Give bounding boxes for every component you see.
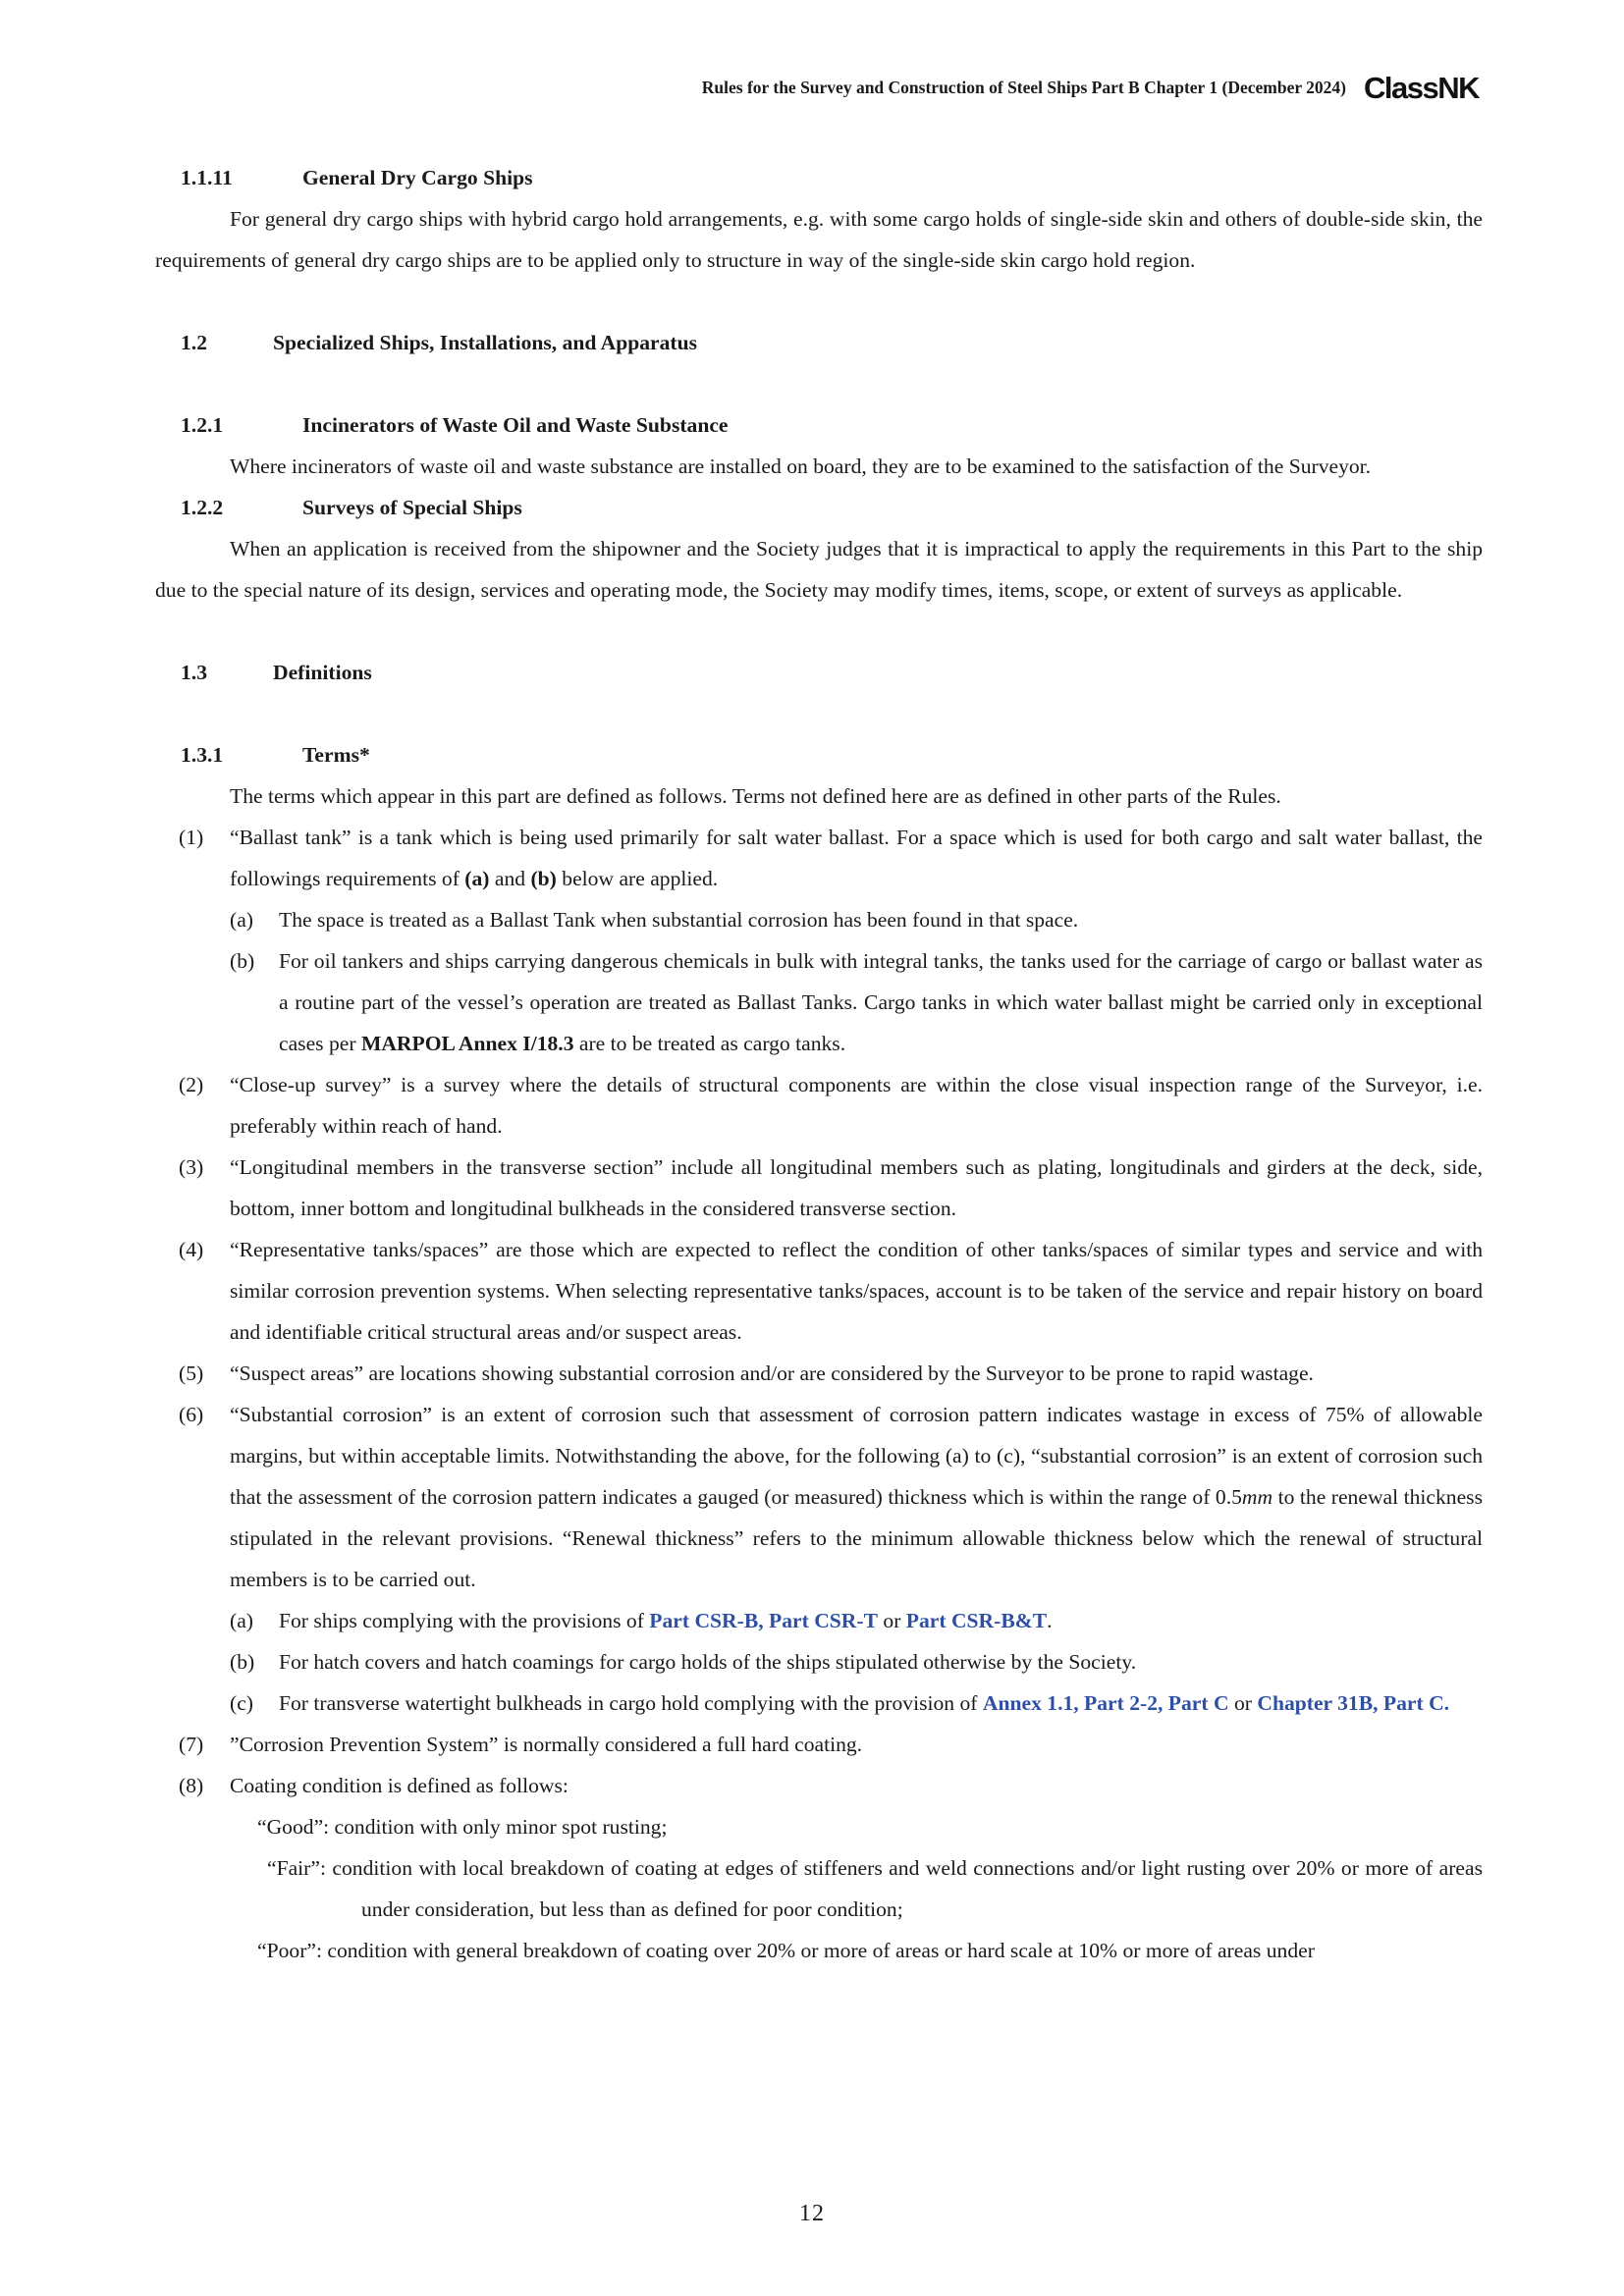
list-item-7: [155, 1724, 1483, 1765]
coating-good: [155, 1806, 1483, 1847]
document-body: [155, 157, 1483, 1971]
item-text: below are applied.: [556, 867, 719, 890]
ref-b: (b): [530, 867, 557, 890]
subitem-text: For transverse watertight bulkheads in cargo hold complying with the provision of: [279, 1691, 983, 1715]
section-number: 1.3.1: [181, 743, 224, 767]
item-text: “Longitudinal members in the transverse section” include all longitudinal members such as plating, longitudinals and girders at the deck, side, bottom, inner bottom and longitudinal bulkheads in the considered transverse section.: [230, 1155, 1483, 1220]
def-label: “Fair”:: [267, 1856, 326, 1880]
item-text: “Ballast tank” is a tank which is being used primarily for salt water ballast. For a space which is used for both cargo and salt water ballast, the followings requirements of: [230, 826, 1483, 890]
link-part-csr-bt[interactable]: Part CSR-B&T: [905, 1609, 1048, 1632]
def-text: condition with only minor spot rusting;: [329, 1815, 668, 1839]
unit-mm: mm: [1241, 1485, 1273, 1509]
ref-a: (a): [464, 867, 490, 890]
heading-1-2-1: [155, 404, 1483, 446]
coating-fair: [155, 1847, 1483, 1930]
subitem-marker: (a): [230, 1609, 253, 1632]
def-text: condition with general breakdown of coating over 20% or more of areas or hard scale at 10% or more of areas under: [321, 1939, 1315, 1962]
section-title: Definitions: [273, 661, 372, 684]
heading-1-3-1: [155, 734, 1483, 775]
section-title: Surveys of Special Ships: [302, 496, 522, 519]
paragraph-1-1-11: For general dry cargo ships with hybrid cargo hold arrangements, e.g. with some cargo holds of single-side skin and others of double-side skin, the requirements of general dry cargo ships are to be applied only to structure in way of the single-side skin cargo hold region.: [155, 207, 1483, 272]
subitem-text: or: [878, 1609, 906, 1632]
item-text: Coating condition is defined as follows:: [230, 1774, 568, 1797]
list-item-5: [155, 1353, 1483, 1394]
paragraph-1-2-2: When an application is received from the shipowner and the Society judges that it is impractical to apply the requirements in this Part to the ship due to the special nature of its design, services and operating mode, the Society may modify times, items, scope, or extent of surveys as applicable.: [155, 537, 1483, 602]
paragraph-1-2-1: Where incinerators of waste oil and waste substance are installed on board, they are to be examined to the satisfaction of the Surveyor.: [230, 454, 1372, 478]
link-chapter-31b[interactable]: Chapter 31B, Part C.: [1257, 1691, 1450, 1715]
subitem-text: The space is treated as a Ballast Tank when substantial corrosion has been found in that space.: [279, 908, 1079, 932]
header-title: Rules for the Survey and Construction of Steel Ships Part B Chapter 1 (December 2024): [701, 78, 1346, 97]
link-part-csr-b-csr-t[interactable]: Part CSR-B, Part CSR-T: [649, 1609, 878, 1632]
list-item-8: [155, 1765, 1483, 1806]
heading-1-1-11: [155, 157, 1483, 198]
section-title: Specialized Ships, Installations, and Apparatus: [273, 331, 698, 354]
item-text: “Substantial corrosion” is an extent of corrosion such that assessment of corrosion pattern indicates wastage in excess of 75% of allowable margins, but within acceptable limits. Notwithstanding the above, for the following (a) to (c), “substantial corrosion” is an extent of corrosion such that the assessment of the corrosion pattern indicates a gauged (or measured) thickness which is within the range of 0.5: [230, 1403, 1483, 1509]
def-label: “Good”:: [257, 1815, 330, 1839]
page-number: 12: [799, 2201, 825, 2226]
list-item-1: [155, 817, 1483, 899]
section-number: 1.2: [181, 331, 207, 354]
item-text: and: [489, 867, 531, 890]
subitem-text: For ships complying with the provisions of: [279, 1609, 650, 1632]
section-title: Incinerators of Waste Oil and Waste Substance: [302, 413, 729, 437]
def-text: condition with local breakdown of coating at edges of stiffeners and weld connections and/or light rusting over 20% or more of areas under consideration, but less than as defined for poor condition;: [325, 1856, 1483, 1921]
heading-1-2: [155, 322, 1483, 363]
subitem-marker: (a): [230, 908, 253, 932]
subitem-text: are to be treated as cargo tanks.: [573, 1032, 846, 1055]
item-marker: (7): [179, 1733, 204, 1756]
heading-1-2-2: [155, 487, 1483, 528]
list-subitem-6c: [155, 1682, 1483, 1724]
item-marker: (2): [179, 1073, 204, 1096]
marpol-reference: MARPOL Annex I/18.3: [360, 1032, 574, 1055]
classnk-logo: ClassNK: [1364, 71, 1479, 105]
list-subitem-1a: [155, 899, 1483, 940]
item-text: “Close-up survey” is a survey where the details of structural components are within the close visual inspection range of the Surveyor, i.e. preferably within reach of hand.: [230, 1073, 1483, 1138]
item-marker: (1): [179, 826, 204, 849]
subitem-marker: (c): [230, 1691, 253, 1715]
list-subitem-1b: [155, 940, 1483, 1064]
item-marker: (5): [179, 1362, 204, 1385]
subitem-text: .: [1047, 1609, 1053, 1632]
section-title: Terms*: [302, 743, 370, 767]
item-text: “Suspect areas” are locations showing substantial corrosion and/or are considered by the Surveyor to be prone to rapid wastage.: [230, 1362, 1314, 1385]
link-annex-1-1[interactable]: Annex 1.1, Part 2-2, Part C: [982, 1691, 1229, 1715]
page-header: [702, 73, 1479, 103]
list-item-3: [155, 1147, 1483, 1229]
section-number: 1.3: [181, 661, 207, 684]
subitem-text: For oil tankers and ships carrying dangerous chemicals in bulk with integral tanks, the tanks used for the carriage of cargo or ballast water as a routine part of the vessel’s operation are treated as Ballast Tanks. Cargo tanks in which water ballast might be carried only in exceptional cases per: [279, 949, 1483, 1055]
list-item-2: [155, 1064, 1483, 1147]
terms-intro: The terms which appear in this part are defined as follows. Terms not defined here are as defined in other parts of the Rules.: [230, 784, 1281, 808]
subitem-marker: (b): [230, 1650, 255, 1674]
item-text: “Representative tanks/spaces” are those which are expected to reflect the condition of other tanks/spaces of similar types and service and with similar corrosion prevention systems. When selecting representative tanks/spaces, account is to be taken of the service and repair history on board and identifiable critical structural areas and/or suspect areas.: [230, 1238, 1483, 1344]
section-number: 1.2.1: [181, 413, 224, 437]
item-marker: (8): [179, 1774, 204, 1797]
subitem-text: or: [1228, 1691, 1258, 1715]
heading-1-3: [155, 652, 1483, 693]
def-label: “Poor”:: [257, 1939, 322, 1962]
subitem-text: For hatch covers and hatch coamings for cargo holds of the ships stipulated otherwise by the Society.: [279, 1650, 1137, 1674]
item-text: to the renewal thickness stipulated in the relevant provisions. “Renewal thickness” refers to the minimum allowable thickness below which the renewal of structural members is to be carried out.: [230, 1485, 1483, 1591]
list-item-6: [155, 1394, 1483, 1600]
list-item-4: [155, 1229, 1483, 1353]
section-number: 1.1.11: [181, 166, 233, 189]
item-marker: (4): [179, 1238, 204, 1261]
section-title: General Dry Cargo Ships: [302, 166, 533, 189]
item-marker: (3): [179, 1155, 204, 1179]
item-text: ”Corrosion Prevention System” is normally considered a full hard coating.: [230, 1733, 863, 1756]
item-marker: (6): [179, 1403, 204, 1426]
list-subitem-6b: [155, 1641, 1483, 1682]
section-number: 1.2.2: [181, 496, 224, 519]
coating-poor: [155, 1930, 1483, 1971]
list-subitem-6a: [155, 1600, 1483, 1641]
subitem-marker: (b): [230, 949, 255, 973]
